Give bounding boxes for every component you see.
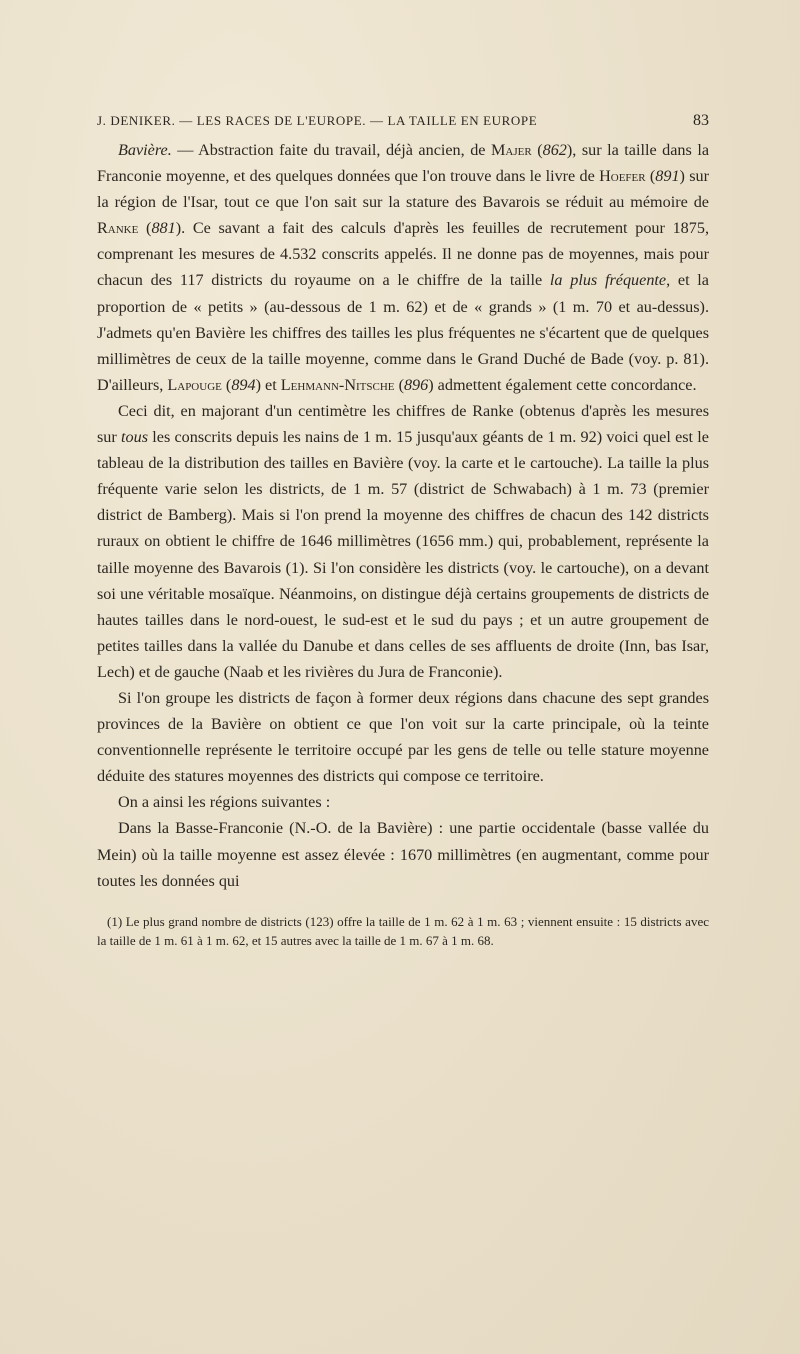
- main-text: [97, 137, 709, 894]
- author-lapouge: Lapouge: [167, 375, 222, 394]
- author-ranke: Ranke: [97, 219, 139, 238]
- text-run: ) admettent également cette concordance.: [428, 375, 697, 394]
- ref-year: 896: [403, 375, 429, 394]
- ref-year: 894: [231, 375, 256, 394]
- text-run: — Abstraction faite du travail, déjà ancien, de: [171, 141, 491, 159]
- running-header: [97, 112, 709, 134]
- paragraph-bavaria: [97, 137, 709, 398]
- text-run: (: [531, 141, 543, 159]
- paragraph-list-intro: On a ainsi les régions suivantes :: [118, 793, 331, 812]
- text-run: ) et: [255, 375, 281, 394]
- text-run: (: [221, 375, 232, 394]
- ref-year: 862: [542, 141, 567, 159]
- text-run: les conscrits depuis les nains de 1 m. 15 jusqu'aux géants de 1 m. 92) voici quel est le tableau de la distribution des tailles en Bavière (voy. la carte et le cartouche). La taille la plus fréquente varie selon les districts, de 1 m. 57 (district de Schwabach) à 1 m. 73 (premier district de Bamberg). Mais si l'on prend la moyenne des chiffres de chacun des 142 districts ruraux on obtient le chiffre de 1646 millimètres (1656 mm.) qui, probablement, représente la taille moyenne des Bavarois (1). Si l'on considère les districts (voy. le cartouche), on a devant soi une véritable mosaïque. Néanmoins, on distingue déjà certains groupements de districts de hautes tailles dans le nord-ouest, le sud-est et le sud du pays ; et un autre groupement de petites tailles dans la vallée du Danube et dans celles de ses affluents de droite (Inn, bas Isar, Lech) et de gauche (Naab et les rivières du Jura de Franconie).: [97, 428, 709, 681]
- page-number: 83: [693, 112, 709, 129]
- footnotes: [97, 912, 709, 950]
- ref-year: 881: [151, 219, 176, 238]
- page: [97, 112, 709, 950]
- text-run: (: [138, 219, 152, 238]
- ref-year: 891: [655, 167, 680, 186]
- author-lehmann-nitsche: Lehmann-Nitsche: [280, 375, 395, 394]
- emphasis: tous: [121, 428, 149, 447]
- paragraph-regions: Si l'on groupe les districts de façon à former deux régions dans chacune des sept grandes provinces de la Bavière on obtient ce que l'on voit sur la carte principale, où la teinte conventionnelle représente le territoire occupé par les gens de telle ou telle stature moyenne déduite des statures moyennes des districts qui compose ce territoire.: [97, 688, 709, 786]
- text-run: ), sur la taille dans la Franconie moyenne, et des quelques données que l'on trouve dans le livre de: [97, 141, 710, 186]
- text-run: ) sur la région de l'Isar, tout ce que l'on sait sur la stature des Bavarois se réduit au mémoire de: [97, 167, 709, 212]
- paragraph-ranke-data: [97, 398, 709, 685]
- footnote-1: (1) Le plus grand nombre de districts (123) offre la taille de 1 m. 62 à 1 m. 63 ; viennent ensuite : 15 districts avec la taille de 1 m. 61 à 1 m. 62, et 15 autres avec la taille de 1 m. 67 à 1 m. 68.: [97, 913, 709, 948]
- section-title: Bavière.: [118, 141, 172, 159]
- text-run: , et la proportion de « petits » (au-dessous de 1 m. 62) et de « grands » (1 m. 70 et au-dessus). J'admets qu'en Bavière les chiffres des tailles les plus fréquentes ne s'écartent que de quelques millimètres de ceux de la taille moyenne, comme dans le Grand Duché de Bade (voy. p. 81). D'ailleurs,: [97, 271, 709, 394]
- text-run: ). Ce savant a fait des calculs d'après les feuilles de recrutement pour 1875, comprenant les mesures de 4.532 conscrits appelés. Il ne donne pas de moyennes, mais pour chacun des 117 districts du royaume on a le chiffre de la taille: [97, 219, 710, 290]
- author-hoefer: Hoefer: [599, 167, 646, 186]
- paragraph-basse-franconie: Dans la Basse-Franconie (N.-O. de la Bavière) : une partie occidentale (basse vallée du Mein) où la taille moyenne est assez élevée : 1670 millimètres (en augmentant, comme pour toutes les données qui: [97, 819, 709, 890]
- text-run: (: [645, 167, 656, 186]
- running-title: J. DENIKER. — LES RACES DE L'EUROPE. — LA TAILLE EN EUROPE: [97, 113, 538, 128]
- text-run: Ceci dit, en majorant d'un centimètre les chiffres de Ranke (obtenus d'après les mesures sur: [97, 401, 709, 447]
- emphasis: la plus fréquente: [549, 271, 667, 290]
- text-run: (: [394, 375, 404, 394]
- author-majer: Majer: [491, 141, 532, 159]
